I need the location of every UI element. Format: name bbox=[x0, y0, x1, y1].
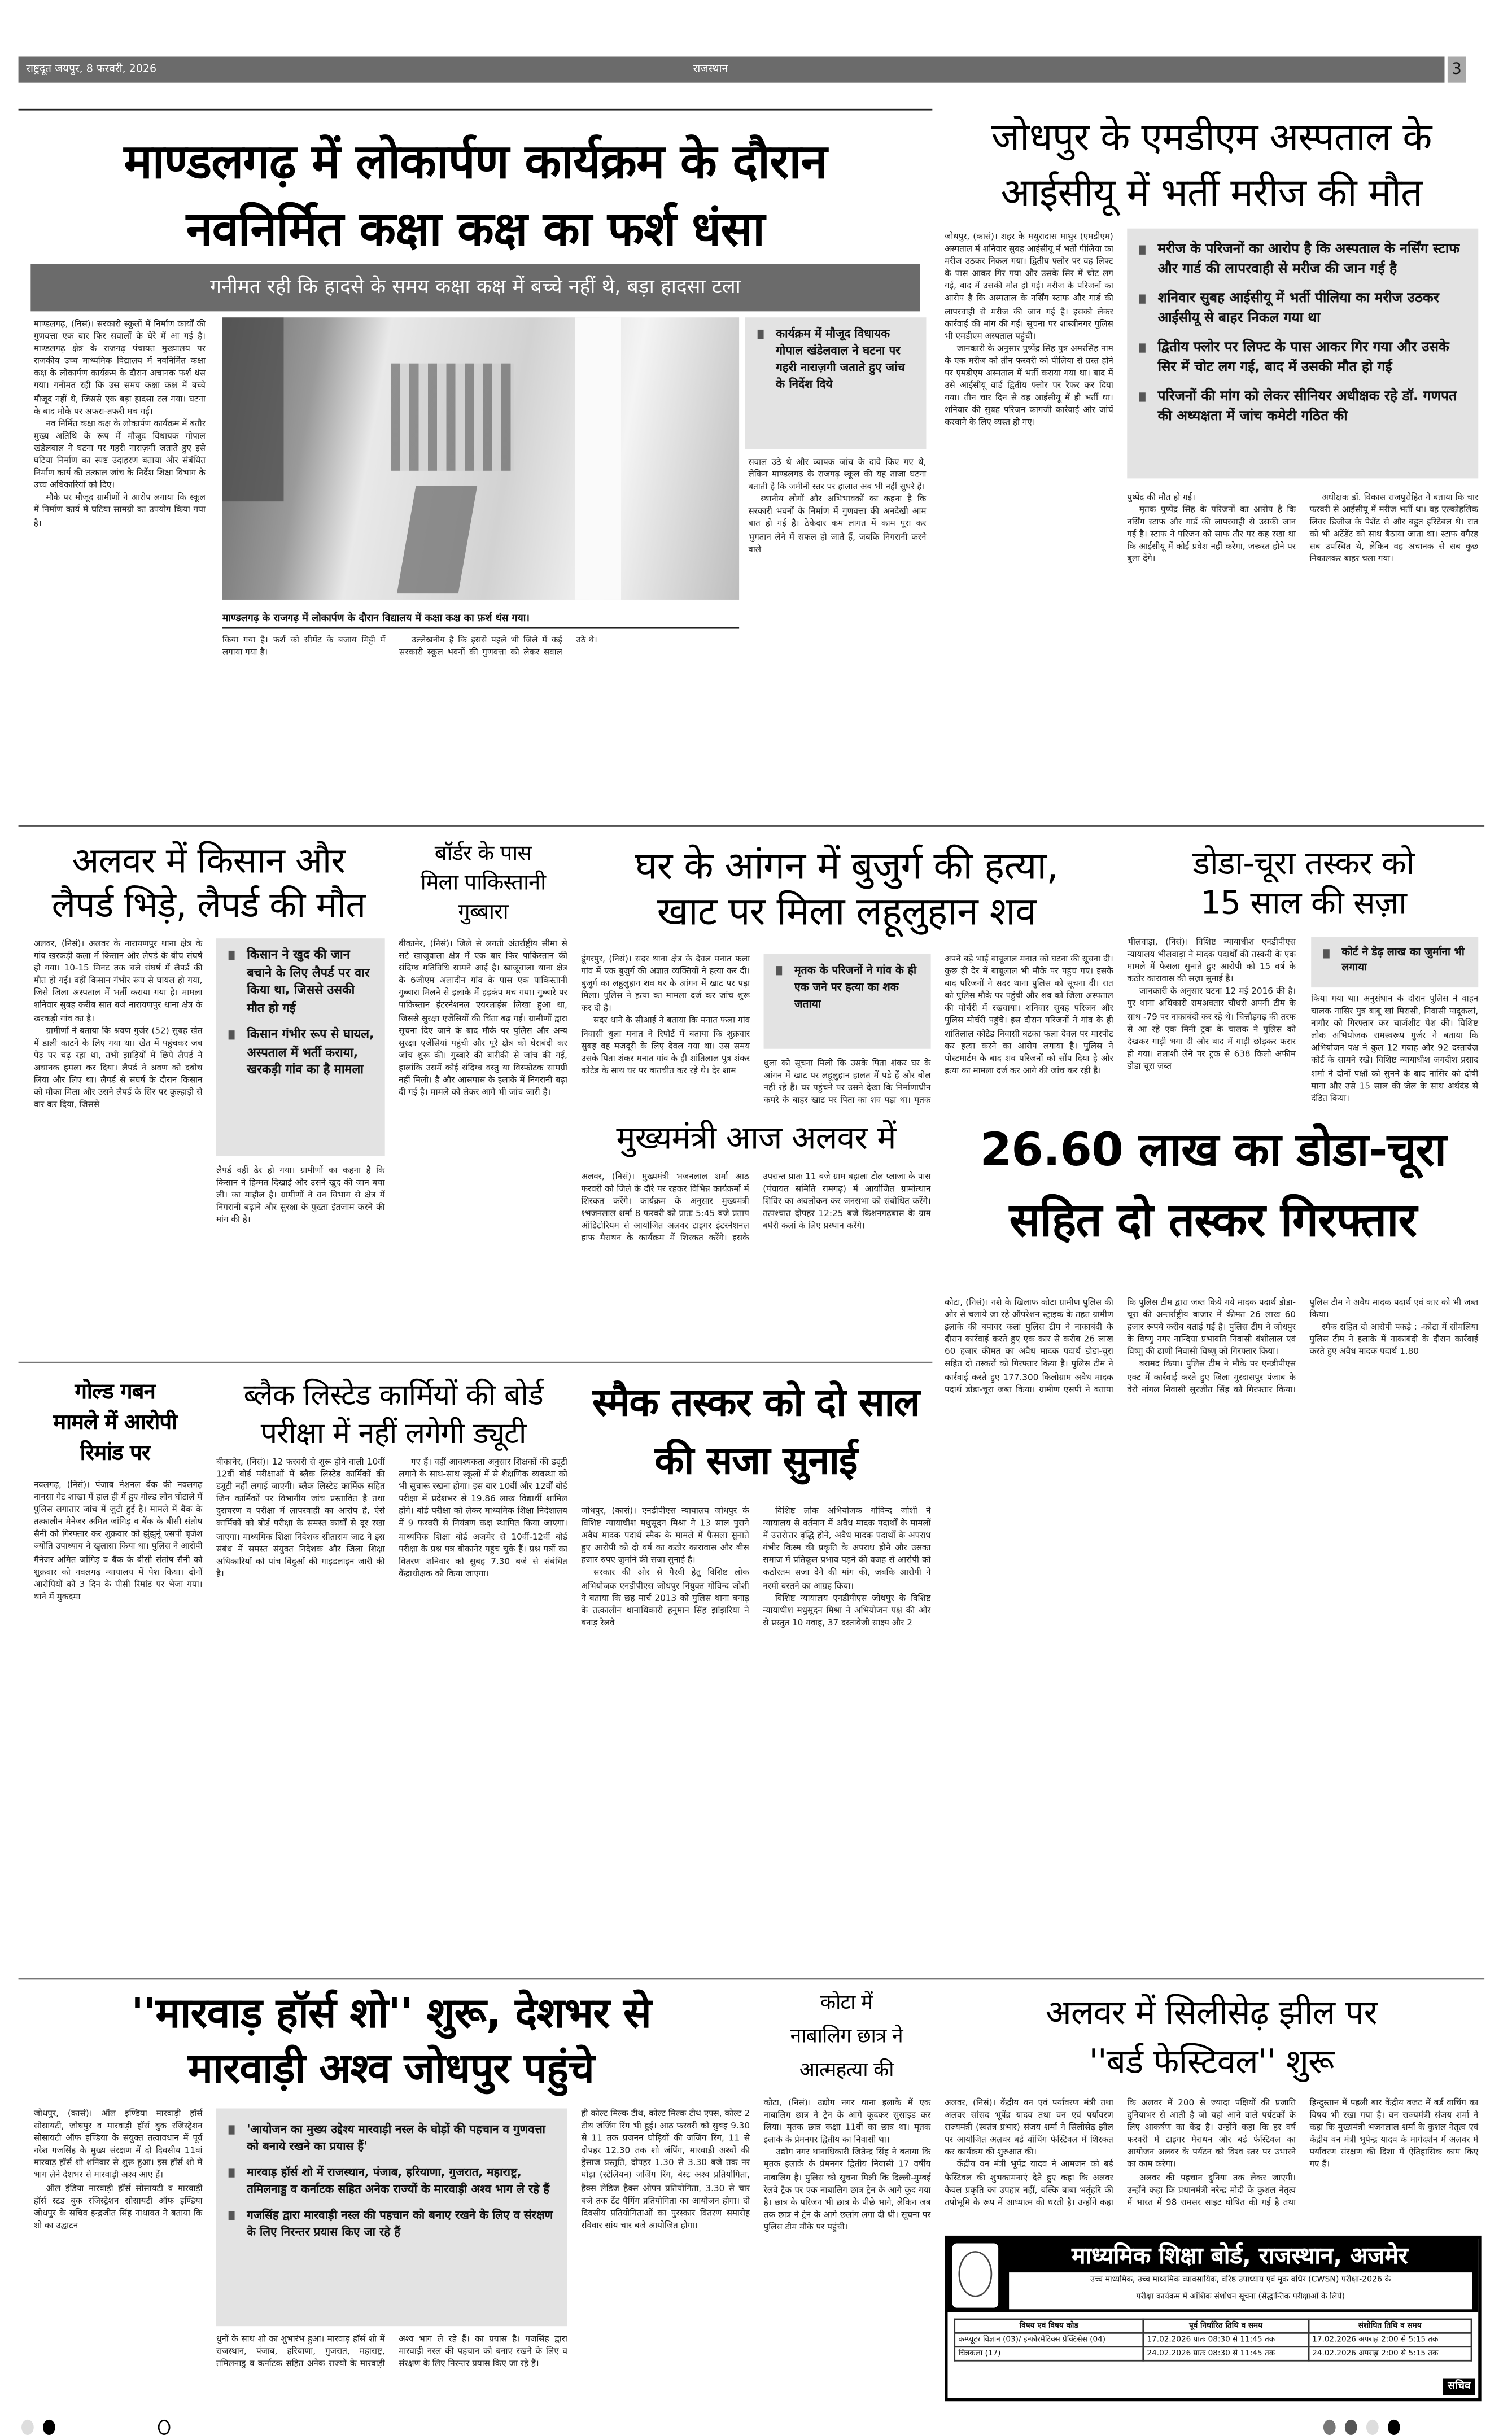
headline-line: जोधपुर के एमडीएम अस्पताल के bbox=[991, 115, 1432, 160]
headline bbox=[581, 1374, 930, 1490]
paragraph: जोधपुर, (कासं)। एनडीपीएस न्यायालय जोधपुर के विशिष्ट न्यायाधीश मधुसूदन मिश्रा ने 13 साल पुराने अवैध मादक पदार्थ स्मैक के मामले में फैसला सुनाते हुए आरोपी को दो वर्ष का कठोर कारावास और बीस हजार रुपए जुर्माने की सजा सुनाई है। bbox=[581, 1507, 749, 1567]
article-body bbox=[222, 635, 739, 815]
headline-line: स्मैक तस्कर को दो साल bbox=[592, 1380, 920, 1425]
divider bbox=[19, 1362, 933, 1363]
headline-line: लैपर्ड भिड़े, लैपर्ड की मौत bbox=[51, 886, 366, 926]
divider bbox=[19, 1978, 1484, 1980]
paragraph: स्थानीय लोगों और अभिभावकों का कहना है कि सरकारी भवनों के निर्माण में गुणवत्ता की अनदेखी आम बात हो गई है। ठेकेदार कम लागत में काम पूरा कर भुगतान लेने में सफल हो जाते हैं, जबकि निगरानी करने वाले bbox=[748, 496, 927, 555]
table-cell: चित्रकला (17) bbox=[955, 2347, 1143, 2360]
headline bbox=[945, 1116, 1482, 1257]
article-body bbox=[581, 954, 750, 1107]
advert-subtitle: उच्च माध्यमिक, उच्च माध्यमिक व्यावसायिक, वरिष्ठ उपाध्याय एवं मूक बधिर (CWSN) परीक्षा-2026 के bbox=[1090, 2275, 1391, 2285]
paragraph: पुष्पेंद्र की मौत हो गई। bbox=[1127, 493, 1195, 503]
paragraph: मौके पर मौजूद ग्रामीणों ने आरोप लगाया कि स्कूल में निर्माण कार्य में घटिया सामग्री का उपयोग किया गया है। bbox=[33, 494, 206, 528]
headline-line: कोटा में bbox=[820, 1992, 873, 2015]
headline-line: नवनिर्मित कक्षा कक्ष का फर्श धंसा bbox=[186, 202, 765, 258]
article-body bbox=[764, 1058, 931, 1107]
highlight-item: 'आयोजन का मुख्य उद्देश्य मारवाड़ी नस्ल के घोड़ों की पहचान व गुणवत्ता को बनाये रखने का प्रयास हैं' bbox=[225, 2121, 558, 2154]
article-body bbox=[945, 231, 1113, 818]
highlight-item: शनिवार सुबह आईसीयू में भर्ती पीलिया का मरीज उठकर आईसीयू से बाहर निकल गया था bbox=[1137, 290, 1469, 330]
paragraph: बीकानेर, (निसं)। जिले से लगती अंतर्राष्ट्रीय सीमा से सटे खाजूवाला क्षेत्र में एक बार फिर पाकिस्तान की संदिग्ध गतिविधि सामने आई है। खाजूवाला थाना क्षेत्र के 6जीएम अलादीन गांव के पास एक पाकिस्तानी गुब्बारा मिलने से इलाके में हड़कंप मच गया। गुब्बारे पर पाकिस्तान इंटरनेशनल एयरलाइंस लिखा हुआ था, जिससे सुरक्षा एजेंसियों की चिंता बढ़ गई। ग्रामीणों द्वारा सूचना दिए जाने के बाद मौके पर पुलिस और अन्य सुरक्षा एजेंसियां पहुंची और पूरे क्षेत्र को घेराबंदी कर जांच शुरू की। गुब्बारे की बारीकी से जांच की गई, हालांकि उसमें कोई संदिग्ध वस्तु या विस्फोटक सामग्री नहीं मिली। है और आसपास के इलाके में निगरानी बढ़ा दी गई है। मामले को लेकर आगे भी जांच जारी है। bbox=[399, 939, 567, 1098]
column-header: विषय एवं विषय कोड bbox=[955, 2319, 1143, 2333]
headline bbox=[945, 1990, 1478, 2088]
article-body bbox=[1127, 937, 1296, 1108]
article-body bbox=[34, 319, 206, 818]
paragraph: डूंगरपुर, (निसं)। सदर थाना क्षेत्र के देवल मनात फला गांव में एक बुजुर्ग की अज्ञात व्यक्तियों ने हत्या कर दी। बुजुर्ग का लहूलुहान शव घर के आंगन में खाट पर पड़ा मिला। पुलिस ने हत्या का मामला दर्ज कर जांच शुरू कर दी है। bbox=[581, 955, 750, 1015]
paragraph: कोटा, (निसं)। नशे के खिलाफ कोटा ग्रामीण पुलिस की ओर से चलाये जा रहे ऑपरेशन स्ट्राइक के तहत ग्रामीण इलाके की बपावर कलां पुलिस टीम ने नाकाबंदी के दौरान कार्रवाई करते हुए एक कार से करीब 26 लाख 60 हजार कीमत का अवैध मादक पदार्थ डोडा-चूरा सहित दो तस्करों को गिरफ्तार किया है। पुलिस टीम ने कार्रवाई करते हुए 177.300 किलोग्राम अवैध मादक पदार्थ डोडा-चूरा जब्त किया। ग्रामीण एसपी ने बताया कि पुलिस टीम द्वारा जब्त किये गये मादक पदार्थ डोडा-चूरा की अन्तर्राष्ट्रीय बाजार में कीमत 26 लाख 60 हजार रूपये करीब बताई गई है। पुलिस टीम ने जोधपुर के विष्णु नगर नान्दिया प्रभावति निवासी बंशीलाल एवं विष्णु की ढाणी निवासी विष्णु को गिरफ्तार किया। bbox=[945, 1299, 1296, 1395]
headline-line: अलवर में किसान और bbox=[72, 842, 346, 882]
table-cell: 24.02.2026 प्रातः 08:30 से 11:45 तक bbox=[1143, 2347, 1309, 2360]
headline-line: ''मारवाड़ हॉर्स शो'' शुरू, देशभर से bbox=[131, 1990, 651, 2038]
divider bbox=[19, 825, 1484, 827]
table-row bbox=[955, 2333, 1471, 2346]
advert-subtitle: परीक्षा कार्यक्रम में आंशिक संशोधन सूचना (सैद्धान्तिक परीक्षाओं के लिये) bbox=[1136, 2292, 1345, 2302]
article-body bbox=[34, 938, 203, 1375]
headline-line: ब्लैक लिस्टेड कार्मियों की बोर्ड bbox=[243, 1378, 543, 1413]
paragraph: नव निर्मित कक्षा कक्ष के लोकार्पण कार्यक्रम में बतौर मुख्य अतिथि के रूप में मौजूद विधायक गोपाल खंडेलवाल ने घटना पर गहरी नाराज़गी जताते हुए इसे घटिया निर्माण का स्पष्ट उदाहरण बताया और संबंधित निर्माण कार्य की तत्काल जांच के निर्देश शिक्षा विभाग के उच्च अधिकारियों को दिए। bbox=[33, 419, 206, 491]
headline-line: गोल्ड गबन bbox=[75, 1380, 155, 1405]
article-body bbox=[216, 2334, 567, 2407]
highlight-box bbox=[1311, 937, 1478, 987]
paragraph: बीकानेर, (निसं)। 12 फरवरी से शुरू होने वाली 10वीं 12वीं बोर्ड परीक्षाओं में ब्लैक लिस्टेड कार्मिकों की ड्यूटी नहीं लगाई जाएगी। ब्लैक लिस्टेड कार्मिक सहित जिन कार्मिकों पर विभागीय जांच प्रस्तावित है तथा दुराचरण व परीक्षा में लापरवाही का आरोप है, ऐसे कार्मिकों को बोर्ड परीक्षा के समस्त कार्यों से दूर रखा जाएगा। माध्यमिक शिक्षा निदेशक सीताराम जाट ने इस संबंध में समस्त संयुक्त निदेशक और जिला शिक्षा अधिकारियों को पांच बिंदुओं की गाइडलाइन जारी की है। bbox=[216, 1458, 385, 1580]
headline-line: अलवर में सिलीसेढ़ झील पर bbox=[1046, 1995, 1378, 2034]
photo-caption: माण्डलगढ़ के राजगढ़ में लोकार्पण के दौरान विद्यालय में कक्षा कक्ष का फ़र्श धंस गया। bbox=[222, 611, 530, 624]
registration-dot bbox=[21, 2420, 34, 2435]
board-emblem-icon bbox=[952, 2244, 998, 2308]
divider bbox=[222, 627, 739, 629]
article-body bbox=[1311, 994, 1478, 1109]
headline-line: मामले में आरोपी bbox=[53, 1410, 177, 1436]
highlight-box bbox=[216, 938, 385, 1156]
paragraph: माण्डलगढ़, (निसं)। सरकारी स्कूलों में निर्माण कार्यों की गुणवत्ता एक बार फिर सवालों के घेरे में आ गई है। माण्डलगढ़ क्षेत्र के राजगढ़ पंचायत मुख्यालय पर राजकीय उच्च माध्यमिक विद्यालय में नवनिर्मित कक्षा कक्ष के लोकार्पण कार्यक्रम के दौरान अचानक फर्श धंस गया। गनीमत रही कि उस समय कक्षा कक्ष में बच्चे मौजूद नहीं थे, जिससे एक बड़ा हादसा टल गया। घटना के बाद मौके पर अफरा-तफरी मच गई। bbox=[33, 320, 206, 417]
highlight-box bbox=[764, 954, 931, 1048]
headline bbox=[24, 1987, 757, 2098]
headline-line: सहित दो तस्कर गिरफ्तार bbox=[1009, 1194, 1417, 1248]
highlight-item: गजसिंह द्वारा मारवाड़ी नस्ल की पहचान को बनाए रखने के लिए व संरक्षण के लिए निरन्तर प्रयास किए जा रहे हैं bbox=[225, 2206, 558, 2240]
headline-line: माण्डलगढ़ में लोकार्पण कार्यक्रम के दौरान bbox=[124, 135, 827, 190]
advert-title: माध्यमिक शिक्षा बोर्ड, राजस्थान, अजमेर bbox=[1072, 2241, 1408, 2270]
page-number: 3 bbox=[1448, 56, 1466, 82]
advert-signature: सचिव bbox=[1443, 2379, 1475, 2395]
headline bbox=[576, 843, 1116, 935]
highlight-box bbox=[1127, 229, 1478, 479]
highlight-item: मरीज के परिजनों का आरोप है कि अस्पताल के नर्सिंग स्टाफ और गार्ड की लापरवाही से मरीज की जान गई है bbox=[1137, 241, 1469, 281]
headline-line: गुब्बारा bbox=[458, 900, 508, 925]
headline bbox=[1127, 843, 1480, 923]
headline-line: ''बर्ड फेस्टिवल'' शुरू bbox=[1089, 2044, 1334, 2083]
article-body bbox=[216, 1165, 385, 1375]
registration-dot bbox=[43, 2420, 55, 2435]
article-body bbox=[748, 457, 926, 817]
article-body bbox=[399, 938, 567, 1375]
article-body bbox=[581, 1171, 930, 1343]
paragraph: कोटा, (निसं)। उद्योग नगर थाना इलाके में एक नाबालिग छात्र ने ट्रेन के आगे कूदकर सुसाइड कर लिया। मृतक छात्र कक्षा 11वीं का छात्र था। मृतक इलाके के प्रेमनगर द्वितीय का निवासी था। bbox=[763, 2099, 931, 2146]
column-header: संशोधित तिथि व समय bbox=[1308, 2319, 1471, 2333]
main-headline bbox=[24, 129, 926, 264]
paragraph: ग्रामीणों ने बताया कि श्रवण गुर्जर (52) सुबह खेत में डाली काटने के लिए गया था। खेत में पहुंचकर जब पेड़ पर चढ़ रहा था, तभी झाड़ियों में छिपे लैपर्ड ने अचानक हमला कर दिया। लैपर्ड ने श्रवण को दबोच लिया और लिए था। लैपर्ड से संघर्ष के दौरान किसान को मौका मिला और उसने लैपर्ड के सिर पर कुल्हाड़ी से वार कर दिया, जिससे bbox=[33, 1026, 203, 1111]
registration-dot bbox=[1323, 2420, 1336, 2435]
highlight-item: किसान ने खुद की जान बचाने के लिए लैपर्ड पर वार किया था, जिससे उसकी मौत हो गई bbox=[225, 946, 375, 1017]
table-cell: 17.02.2026 प्रातः 08:30 से 11:45 तक bbox=[1143, 2333, 1309, 2346]
headline-line: नाबालिग छात्र ने bbox=[790, 2025, 903, 2049]
headline-line: बॉर्डर के पास bbox=[434, 842, 532, 867]
column-header: पूर्व निर्धारित तिथि व समय bbox=[1143, 2319, 1309, 2333]
highlight-item: कोर्ट ने डेढ़ लाख का जुर्माना भी लगाया bbox=[1320, 945, 1469, 975]
headline-line: मारवाड़ी अश्व जोधपुर पहुंचे bbox=[188, 2045, 594, 2093]
paragraph: उल्लेखनीय है कि इससे पहले भी जिले में कई सरकारी स्कूल भवनों की गुणवत्ता को लेकर सवाल उठे थे। bbox=[399, 636, 597, 658]
paragraph: धुला को सूचना मिली कि उसके पिता शंकर घर के आंगन में खाट पर लहूलुहान हालत में पड़े हैं और बोल नहीं रहे हैं। घर पहुंचने पर उसने देखा कि निर्माणाधीन कमरे के बाहर खाट पर पिता का शव पड़ा था। मृतक bbox=[763, 1059, 931, 1106]
headline bbox=[938, 111, 1484, 221]
news-photo bbox=[222, 317, 739, 600]
headline-line: आईसीयू में भर्ती मरीज की मौत bbox=[1000, 170, 1422, 215]
paragraph: भीलवाड़ा, (निसं)। विशिष्ट न्यायाधीश एनडीपीएस न्यायालय भीलवाड़ा ने मादक पदार्थों की तस्करी के एक मामले में फैसला सुनाते हुए आरोपी को 15 वर्ष के कठोर कारावास की सज़ा सुनाई है। bbox=[1127, 938, 1296, 985]
highlight-item: परिजनों की मांग को लेकर सीनियर अधीक्षक रहे डॉ. गणपत की अध्यक्षता में जांच कमेटी गठित की bbox=[1137, 388, 1469, 428]
article-body bbox=[945, 2097, 1478, 2226]
paragraph: किया गया है। फर्श को सीमेंट के बजाय मिट्टी में लगाया गया है। bbox=[222, 636, 386, 658]
highlight-box bbox=[216, 2109, 567, 2327]
board-notice-advert bbox=[945, 2236, 1482, 2401]
paragraph: सरकार की ओर से पैरवी हेतु विशिष्ट लोक अभियोजक एनडीपीएस जोधपुर नियुक्त गोविन्द जोशी ने बताया कि छह मार्च 2013 को पुलिस थाना बनाड़ के तत्कालीन थानाधिकारी हनुमान सिंह झांझरिया ने बनाड़ रेलवे bbox=[581, 1569, 749, 1628]
paragraph: सदर थाने के सीआई ने बताया कि मनात फला गांव निवासी धुला मनात ने रिपोर्ट में बताया कि शुक्रवार सुबह वह मजदूरी के लिए देवल गया था। उस समय उसके पिता शंकर मनात गांव के ही शांतिलाल पुत्र शंकर कोटेड के साथ घर पर बातचीत कर रहे थे। देर शाम bbox=[581, 1017, 750, 1077]
article-body bbox=[34, 2109, 203, 2408]
paragraph: ही कोल्ट मिल्क टीथ, कोल्ट मिल्क टीथ एफ्स, कोल्ट 2 टीथ जंजिंग रिंग भी हुईं। आठ फरवरी को सुबह 9.30 से 11 तक प्रजनन घोड़ियों की जजिंग रिंग, 11 से दोपहर 12.30 तक शो जंपिंग, मारवाड़ी अश्वों की ड्रेसाज प्रस्तुति, दोपहर 1.30 से 3.30 बजे तक नर घोड़ा (स्टेलियन) जजिंग रिंग, बेस्ट अश्व प्रतियोगिता, हैक्स लेडिज हैक्स ओपन प्रतियोगिता, 3.30 से चार बजे तक टेंट पैगिंग प्रतियोगिता का आयोजन होगा। दो दिवसीय प्रतियोगिताओं का पुरस्कार वितरण समारोह रविवार सांय चार बजे आयोजित होगा। bbox=[581, 2110, 750, 2231]
table-cell: 17.02.2026 अपराह्न 2:00 से 5:15 तक bbox=[1308, 2333, 1471, 2346]
article-body bbox=[216, 1457, 567, 1970]
article-body bbox=[764, 2097, 931, 2407]
paragraph: लैपर्ड वहीं ढेर हो गया। ग्रामीणों का कहना है कि किसान ने हिम्मत दिखाई और उसने खुद की जान बचा ली। का माहौल है। ग्रामीणों ने वन विभाग से क्षेत्र में निगरानी बढ़ाने और सुरक्षा के पुख्ता इंतजाम करने की मांग की है। bbox=[216, 1166, 385, 1226]
exam-schedule-table bbox=[954, 2319, 1472, 2362]
headline bbox=[213, 1377, 574, 1454]
paragraph: अलवर, (निसं)। मुख्यमंत्री भजनलाल शर्मा आठ फरवरी को जिले के दौरे पर रहकर विभिन्न कार्यक्रमों में शिरकत करेंगे। कार्यक्रम के अनुसार मुख्यमंत्री श्भजनलाल शर्मा 8 फरवरी को प्रातः 5:45 बजे प्रताप ऑडिटोरियम से आयोजित अलवर टाइगर इंटरनेशनल हाफ मैराथन के कार्यक्रम में शिरकत करेंगे। इसके उपरान्त प्रातः 11 बजे ग्राम बहाला टोल प्लाजा के पास (पंचायत समिति रामगढ़) में आयोजित ग्रामोत्थान शिविर का अवलोकन कर जनसभा को संबोधित करेंगे। तत्पश्चात दोपहर 12:25 बजे किशनगढ़बास के ग्राम बघेरी कलां के लिए प्रस्थान करेंगे। bbox=[581, 1173, 931, 1244]
paragraph: जानकारी के अनुसार घटना 12 मई 2016 की है। पुर थाना अधिकारी रामअवतार चौधरी अपनी टीम के साथ -79 पर नाकाबंदी कर रहे थे। चित्तौड़गढ़ की तरफ से आ रहे एक मिनी ट्रक के चालक ने पुलिस को देखकर गाड़ी भगा दी और बाद में गाड़ी छोड़कर फरार हो गया। तलाशी लेने पर ट्रक से 638 किलो अफीम डोडा चूरा ज़ब्त bbox=[1127, 988, 1296, 1072]
paragraph: विशिष्ट न्यायालय एनडीपीएस जोधपुर के विशिष्ट न्यायाधीश मधुसूदन मिश्रा ने अभियोजन पक्ष की ओर से प्रस्तुत 10 गवाह, 37 दस्तावेजी साक्ष्य और 2 bbox=[763, 1594, 931, 1628]
headline bbox=[396, 840, 571, 928]
headline bbox=[24, 1377, 205, 1469]
table-cell: 24.02.2026 अपराह्न 2:00 से 5:15 तक bbox=[1308, 2347, 1471, 2360]
paragraph: विशिष्ट लोक अभियोजक गोविन्द जोशी ने न्यायालय से वर्तमान में अवैध मादक पदार्थों के मामलों में उत्तरोत्तर वृद्धि होने, अवैध मादक पदार्थों के अपराध गंभीर किस्म की प्रकृति के अपराध होने और उसका समाज में प्रतिकूल प्रभाव पड़ने की वजह से आरोपी को कठोरतम सजा देने की मांग की, जबकि आरोपी ने नरमी बरतने का आग्रह किया। bbox=[763, 1507, 931, 1592]
highlight-item: मारवाड़ हॉर्स शो में राजस्थान, पंजाब, हरियाणा, गुजरात, महाराष्ट्र, तमिलनाडु व कर्नाटक सहित अनेक राज्यों के मारवाड़ी अश्व भाग ले रहे हैं bbox=[225, 2163, 558, 2197]
paragraph: ऑल इंडिया मारवाड़ी हॉर्स सोसायटी व मारवाड़ी हॉर्स स्टड बुक रजिस्ट्रेशन सोसायटी ऑफ इण्डिया जोधपुर के सचिव इन्द्रजीत सिंह नाथावत ने बताया कि शो का उद्घाटन bbox=[33, 2184, 203, 2231]
paragraph: अलवर की पहचान दुनिया तक लेकर जाएगी। उन्होंने कहा कि प्रधानमंत्री नरेन्द्र मोदी के कुशल नेतृत्व में भारत में 98 रामसर साइट घोषित की गई है तथा हिन्दुस्तान में पहली बार केंद्रीय बजट में बर्ड वाचिंग का विषय भी रखा गया है। वन राज्यमंत्री संजय शर्मा ने कहा कि मुख्यमंत्री भजनलाल शर्मा के कुशल नेतृत्व एवं केंद्रीय वन मंत्री भूपेन्द्र यादव के मार्गदर्शन में अलवर में पर्यावरण संरक्षण की दिशा में ऐतिहासिक काम किए गए हैं। bbox=[1127, 2099, 1479, 2208]
headline-line: खाट पर मिला लहूलुहान शव bbox=[657, 889, 1036, 934]
table-row bbox=[955, 2347, 1471, 2360]
paragraph: स्मैक सहित दो आरोपी पकड़े : -कोटा में सीमलिया पुलिस टीम ने इलाके में नाकाबंदी के दौरान कार्रवाई करते हुए अवैध मादक पदार्थ 1.80 bbox=[1309, 1323, 1479, 1358]
headline-line: आत्महत्या की bbox=[799, 2059, 894, 2083]
registration-crosshair-icon bbox=[158, 2420, 171, 2435]
paragraph: जोधपुर, (कासं)। शहर के मथुरादास माथुर (एमडीएम) अस्पताल में शनिवार सुबह आईसीयू में भर्ती पीलिया का मरीज उठकर निकल गया। द्वितीय फ्लोर पर वह लिफ्ट के पास आकर गिर गया और उसके सिर में चोट लग गई, बाद में उसकी मौत हो गई। मरीज के परिजनों का आरोप है कि अस्पताल के नर्सिंग स्टाफ और गार्ड की लापरवाही से मरीज की जान गई है। इसको लेकर कार्रवाई की मांग की गई। सूचना पर शास्त्रीनगर पुलिस भी एमडीएम अस्पताल पहुंची। bbox=[945, 233, 1113, 342]
paragraph: नवलगढ़, (निसं)। पंजाब नेशनल बैंक की नवलगढ़ नानसा गेट शाखा में हाल ही में हुए गोल्ड लोन घोटाले में पुलिस लगातार जांच में जुटी हुई है। मामले में बैंक के तत्कालीन मैनेजर अमित जांगिड़ व बैंक के बीसी संतोष सैनी को गिरफ्तार कर शुक्रवार को झुंझुनूं एसपी बृजेश ज्योति उपाध्याय ने खुलासा किया था। पुलिस ने आरोपी मैनेजर अमित जांगिड़ व बैंक के बीसी संतोष सैनी को शुक्रवार को नवलगढ़ न्यायालय में पेश किया। दोनों आरोपियों को 3 दिन के पीसी रिमांड पर भेजा गया। थाने में मुकदमा bbox=[33, 1481, 203, 1602]
page-header-bar bbox=[19, 56, 1445, 82]
article-body bbox=[945, 1297, 1478, 1972]
headline-line: घर के आंगन में बुजुर्ग की हत्या, bbox=[635, 843, 1059, 888]
dateline: राष्ट्रदूत जयपुर, 8 फरवरी, 2026 bbox=[26, 63, 157, 76]
schedule-table-wrap bbox=[954, 2319, 1472, 2362]
paragraph: किया गया था। अनुसंधान के दौरान पुलिस ने वाहन चालक नासिर पुत्र बाबू खां मिरासी, निवासी पादूकलां, नागौर को गिरफ्तार कर चार्जशीट पेश की। विशिष्ट लोक अभियोजक रामस्वरूप गुर्जर ने बताया कि अभियोजन पक्ष ने कुल 12 गवाह और 92 दस्तावेज़ कोर्ट के सामने रखे। विशिष्ट न्यायाधीश जगदीश प्रसाद शर्मा ने दोनों पक्षों को सुनने के बाद नासिर को दोषी माना और उसे 15 साल की जेल के साथ अर्थदंड से दंडित किया। bbox=[1311, 995, 1479, 1104]
paragraph: सवाल उठे थे और व्यापक जांच के दावे किए गए थे, लेकिन माण्डलगढ़ के राजगढ़ स्कूल की यह ताजा घटना बताती है कि जमीनी स्तर पर हालात अब भी नहीं सुधरे हैं। bbox=[748, 458, 927, 493]
article-body bbox=[581, 1506, 930, 1970]
highlight-box bbox=[745, 317, 926, 449]
registration-dot bbox=[1366, 2420, 1379, 2435]
section-name: राजस्थान bbox=[693, 63, 728, 76]
paragraph: धुनों के साथ शो का शुभारंभ हुआ। मारवाड़ हॉर्स शो में राजस्थान, पंजाब, हरियाणा, गुजरात, महाराष्ट्र, तमिलनाडु व कर्नाटक सहित अनेक राज्यों के मारवाड़ी अश्व भाग ले रहे हैं। का प्रयास है। गजसिंह द्वारा मारवाड़ी नस्ल की पहचान को बनाए रखने के लिए व संरक्षण के लिए निरन्तर प्रयास किए जा रहे हैं। bbox=[216, 2335, 567, 2370]
paragraph: जानकारी के अनुसार पुष्पेंद्र सिंह पुत्र अमरसिंह नाम के एक मरीज को तीन फरवरी को पीलिया से ग्रस्त होने पर एमडीएम अस्पताल में भर्ती कराया गया था। बाद में उसे आईसीयू वार्ड द्वितीय फ्लोर पर रैफर कर दिया गया। तीन चार दिन से वह आईसीयू में ही भर्ती था। शनिवार की सुबह परिजन कागजी कार्रवाई और जांचें करवाने के लिए व्यस्त हो गए। bbox=[945, 344, 1113, 429]
highlight-item: कार्यक्रम में मौजूद विधायक गोपाल खंडेलवाल ने घटना पर गहरी नाराज़गी जताते हुए जांच के निर्देश दिये bbox=[754, 325, 917, 393]
headline-line: परीक्षा में नहीं लगेगी ड्यूटी bbox=[260, 1417, 526, 1451]
subheadline-banner: गनीमत रही कि हादसे के समय कक्षा कक्ष में बच्चे नहीं थे, बड़ा हादसा टला bbox=[30, 264, 920, 311]
paragraph: गए हैं। वहीं आवश्यकता अनुसार शिक्षकों की ड्यूटी लगाने के साथ-साथ स्कूलों में से शैक्षणिक व्यवस्था को भी सुचारू रखना होगा। इस बार 10वीं और 12वीं बोर्ड परीक्षा में प्रदेशभर से 19.86 लाख विद्यार्थी शामिल होंगे। बोर्ड परीक्षा को लेकर माध्यमिक शिक्षा निदेशालय में 9 फरवरी से नियंत्रण कक्ष स्थापित किया जाएगा। माध्यमिक शिक्षा बोर्ड अजमेर से 10वीं-12वीं बोर्ड परीक्षा के प्रश्न पत्र बीकानेर पहुंच चुके हैं। प्रश्न पत्रों का वितरण शनिवार को सुबह 7.30 बजे से संबंधित केंद्राधीक्षक को किया जाएगा। bbox=[399, 1458, 567, 1580]
headline-line: मिला पाकिस्तानी bbox=[420, 871, 546, 896]
article-body bbox=[34, 1480, 203, 1970]
headline bbox=[24, 840, 392, 929]
table-cell: कम्प्यूटर विज्ञान (03)/ इन्फोरमेटिक्स प्रेक्टिसेस (04) bbox=[955, 2333, 1143, 2346]
paragraph: अधीक्षक डॉ. विकास राजपुरोहित ने बताया कि चार फरवरी से आईसीयू में मरीज भर्ती था। वह एल्कोहलिक लिवर डिजीज के पेशेंट से और बहुत इरिटेबल थे। रात को भी अटेंडेंट को साथ बैठाया जाता था। स्टाफ वगैरह सब उपस्थित थे, लेकिन वह अचानक से सब कुछ निकालकर बाहर चला गया। bbox=[1309, 493, 1479, 565]
article-body bbox=[1127, 492, 1478, 818]
headline-line: रिमांड पर bbox=[80, 1441, 150, 1466]
paragraph: जोधपुर, (कासं)। ऑल इण्डिया मारवाड़ी हॉर्स सोसायटी, जोधपुर व मारवाड़ी हॉर्स बुक रजिस्ट्रेशन सोसायटी ऑफ इण्डिया के संयुक्त तत्वावधान में पूर्व नरेश गजसिंह के मुख्य संरक्षण में दो दिवसीय 11वां मारवाड़ हॉर्स शो शनिवार से शुरू हुआ। इस हॉर्स शो में भाग लेने देशभर से मारवाड़ी अश्व आए हैं। bbox=[33, 2110, 203, 2182]
registration-dot bbox=[1388, 2420, 1400, 2435]
registration-dot bbox=[1345, 2420, 1357, 2435]
highlight-item: द्वितीय फ्लोर पर लिफ्ट के पास आकर गिर गया और उसके सिर में चोट लग गई, बाद में उसकी मौत हो गई bbox=[1137, 339, 1469, 379]
headline bbox=[761, 1987, 932, 2088]
headline-line: 26.60 लाख का डोडा-चूरा bbox=[980, 1123, 1447, 1178]
headline-line: की सजा सुनाई bbox=[654, 1438, 858, 1483]
highlight-item: किसान गंभीर रूप से घायल, अस्पताल में भर्ती कराया, खरकड़ी गांव का है मामला bbox=[225, 1026, 375, 1079]
paragraph: अलवर, (निसं)। केंद्रीय वन एवं पर्यावरण मंत्री तथा अलवर सांसद भूपेंद्र यादव तथा वन एवं पर्यावरण राज्यमंत्री (स्वतंत्र प्रभार) संजय शर्मा ने सिलीसेढ़ झील पर आयोजित अलवर बर्ड वॉचिंग फेस्टिवल में शिरकत कर कार्यक्रम की शुरुआत की। bbox=[945, 2099, 1113, 2158]
paragraph: मृतक पुष्पेंद्र सिंह के परिजनों का आरोप है कि नर्सिंग स्टाफ और गार्ड की लापरवाही से उसकी जान गई है। स्टाफ ने परिजन को साफ तौर पर कह रखा था कि आईसीयू में कोई प्रवेश नहीं करेगा, जरूरत होने पर बुला देंगे। bbox=[1127, 506, 1296, 565]
article-body bbox=[945, 954, 1113, 1107]
divider bbox=[19, 109, 933, 111]
paragraph: बरामद किया। पुलिस टीम ने मौके पर एनडीपीएस एक्ट में कार्रवाई करते हुए जिला गुरदासपुर पंजाब के वेरो नांगल निवासी सुरजीत सिंह को गिरफ्तार किया। पुलिस टीम ने अवैध मादक पदार्थ एवं कार को भी जब्त किया। bbox=[1127, 1299, 1479, 1395]
paragraph: अलवर, (निसं)। अलवर के नारायणपुर थाना क्षेत्र के गांव खरकड़ी कला में किसान और लैपर्ड के बीच संघर्ष हो गया। 10-15 मिनट तक चले संघर्ष में लैपर्ड की मौत हो गई। वहीं किसान गंभीर रूप से घायल हो गया, जिसे जिला अस्पताल में भर्ती कराया गया है। मामला शनिवार सुबह करीब सात बजे नारायणपुर थाना क्षेत्र के खरकड़ी गांव का है। bbox=[33, 939, 203, 1024]
paragraph: अपने बड़े भाई बाबूलाल मनात को घटना की सूचना दी। कुछ ही देर में बाबूलाल भी मौके पर पहुंच गए। इसके बाद परिजनों ने सदर थाना पुलिस को सूचना दी। रात को पुलिस मौके पर पहुंची और शव को जिला अस्पताल की मोर्चरी में रखवाया। शनिवार सुबह परिजन और पुलिस मोर्चरी पहुंचे। इस दौरान परिजनों ने गांव के ही शांतिलाल कोटेड निवासी बटका फला देवल पर मारपीट कर हत्या करने का आरोप लगाया है। पुलिस ने पोस्टमार्टम के बाद शव परिजनों को सौंप दिया है और हत्या का मामला दर्ज कर आगे की जांच कर रही है। bbox=[945, 955, 1113, 1077]
headline-line: 15 साल की सज़ा bbox=[1200, 885, 1407, 922]
headline-line: डोडा-चूरा तस्कर को bbox=[1192, 845, 1414, 882]
article-body bbox=[581, 2109, 750, 2408]
paragraph: केंद्रीय वन मंत्री भूपेंद्र यादव ने आमजन को बर्ड फेस्टिवल की शुभकामनाएं देते हुए कहा कि अलवर केवल प्रकृति का उपहार नहीं, बल्कि बाबा भर्तृहरि की तपोभूमि के रूप में आध्यात्म की धरती है। उन्होंने कहा कि अलवर में 200 से ज्यादा पक्षियों की प्रजाति दुनियाभर से आती है जो यहां आने वाले पर्यटकों के लिए आकर्षण का केंद्र है। उन्होंने कहा कि हर वर्ष फरवरी में टाइगर मैराथन और बर्ड फेस्टिवल का आयोजन अलवर के पर्यटन को विश्व स्तर पर उभारने का काम करेगा। bbox=[945, 2099, 1296, 2208]
headline: मुख्यमंत्री आज अलवर में bbox=[616, 1119, 896, 1156]
paragraph: उद्योग नगर थानाधिकारी जितेन्द्र सिंह ने बताया कि मृतक इलाके के प्रेमनगर द्वितीय निवासी 17 वर्षीय नाबालिग है। पुलिस को सूचना मिली कि दिल्ली-मुम्बई रेलवे ट्रैक पर एक नाबालिग छात्र ट्रेन के आगे कूद गया है। छात्र के परिजन भी छात्र के पीछे भागे, लेकिन जब तक छात्र ने ट्रेन के आगे छलांग लगा दी थी। सूचना पर पुलिस टीम मौके पर पहुंची। bbox=[763, 2149, 931, 2233]
highlight-item: मृतक के परिजनों ने गांव के ही एक जने पर हत्या का शक जताया bbox=[773, 961, 921, 1012]
